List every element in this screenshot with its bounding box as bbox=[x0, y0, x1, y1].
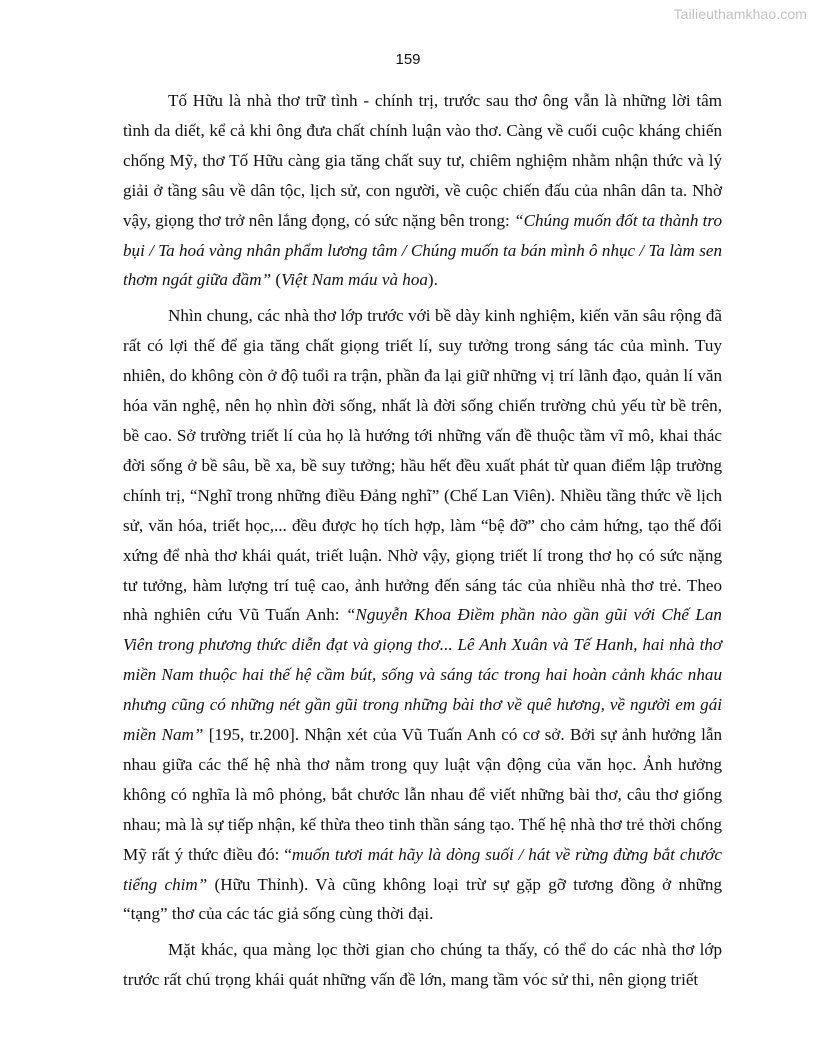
text-run: Nhìn chung, các nhà thơ lớp trước với bề dày kinh nghiệm, kiến văn sâu rộng đã rất có lợi thế để gia tăng chất giọng triết lí, suy tưởng trong sáng tác của mình. Tuy nhiên, do không còn ở độ tuổi ra trận, phần đa lại giữ những vị trí lãnh đạo, quản lí văn hóa văn nghệ, nên họ nhìn đời sống, nhất là đời sống chiến trường chủ yếu từ bề trên, bề cao. Sở trường triết lí của họ là hướng tới những vấn đề thuộc tầm vĩ mô, khai thác đời sống ở bề sâu, bề xa, bề suy tưởng; hầu hết đều xuất phát từ quan điểm lập trường chính trị, “Nghĩ trong những điều Đảng nghĩ” (Chế Lan Viên). Nhiều tầng thức về lịch sử, văn hóa, triết học,... đều được họ tích hợp, làm “bệ đỡ” cho cảm hứng, tạo thế đối xứng để nhà thơ khái quát, triết luận. Nhờ vậy, giọng triết lí trong thơ họ có sức nặng tư tưởng, hàm lượng trí tuệ cao, ảnh hưởng đến sáng tác của nhiều nhà thơ trẻ. Theo nhà nghiên cứu Vũ Tuấn Anh: bbox=[123, 306, 722, 625]
text-run: ( bbox=[271, 270, 282, 290]
paragraph-1 bbox=[123, 86, 722, 295]
text-run: (Hữu Thỉnh). Và cũng không loại trừ sự gặp gỡ tương đồng ở những “tạng” thơ của các tác giả sống cùng thời đại. bbox=[123, 874, 722, 924]
title-run: Việt Nam máu và hoa bbox=[281, 270, 428, 290]
quote-run: “Chúng muốn đốt ta thành tro bụi / Ta hoá vàng nhân phẩm lương tâm / Chúng muốn ta bán mình ô nhục / Ta làm sen thơm ngát giữa đầm” bbox=[123, 210, 722, 290]
text-run: ). bbox=[427, 270, 438, 290]
text-run: [195, tr.200]. Nhận xét của Vũ Tuấn Anh có cơ sở. Bởi sự ảnh hưởng lẫn nhau giữa các thế hệ nhà thơ nằm trong quy luật vận động của văn học. Ảnh hưởng không có nghĩa là mô phỏng, bắt chước lẫn nhau để viết những bài thơ, câu thơ giống nhau; mà là sự tiếp nhận, kế thừa theo tinh thần sáng tạo. Thế hệ nhà thơ trẻ thời chống Mỹ rất ý thức điều đó: “ bbox=[123, 725, 722, 864]
quote-run: “Nguyễn Khoa Điềm phần nào gần gũi với Chế Lan Viên trong phương thức diễn đạt và giọng thơ... Lê Anh Xuân và Tế Hanh, hai nhà thơ miền Nam thuộc hai thế hệ cầm bút, sống và sáng tác trong hai hoàn cảnh khác nhau nhưng cũng có những nét gần gũi trong những bài thơ về quê hương, về người em gái miền Nam” bbox=[123, 605, 722, 745]
paragraph-2 bbox=[123, 301, 722, 929]
text-run: Mặt khác, qua màng lọc thời gian cho chúng ta thấy, có thể do các nhà thơ lớp trước rất chú trọng khái quát những vấn đề lớn, mang tầm vóc sử thi, nên giọng triết bbox=[123, 940, 722, 990]
page-number: 159 bbox=[395, 51, 421, 68]
watermark-text: Tailieuthamkhao.com bbox=[673, 6, 807, 22]
body-text bbox=[123, 86, 722, 995]
quote-run: muốn tươi mát hãy là dòng suối / hát về rừng đừng bắt chước tiếng chim” bbox=[123, 844, 722, 894]
text-run: Tố Hữu là nhà thơ trữ tình - chính trị, trước sau thơ ông vẫn là những lời tâm tình da diết, kể cả khi ông đưa chất chính luận vào thơ. Càng về cuối cuộc kháng chiến chống Mỹ, thơ Tố Hữu càng gia tăng chất suy tư, chiêm nghiệm nhằm nhận thức và lý giải ở tầng sâu về dân tộc, lịch sử, con người, về cuộc chiến đấu của nhân dân ta. Nhờ vậy, giọng thơ trở nên lắng đọng, có sức nặng bên trong: bbox=[123, 91, 722, 230]
paragraph-3 bbox=[123, 935, 722, 995]
